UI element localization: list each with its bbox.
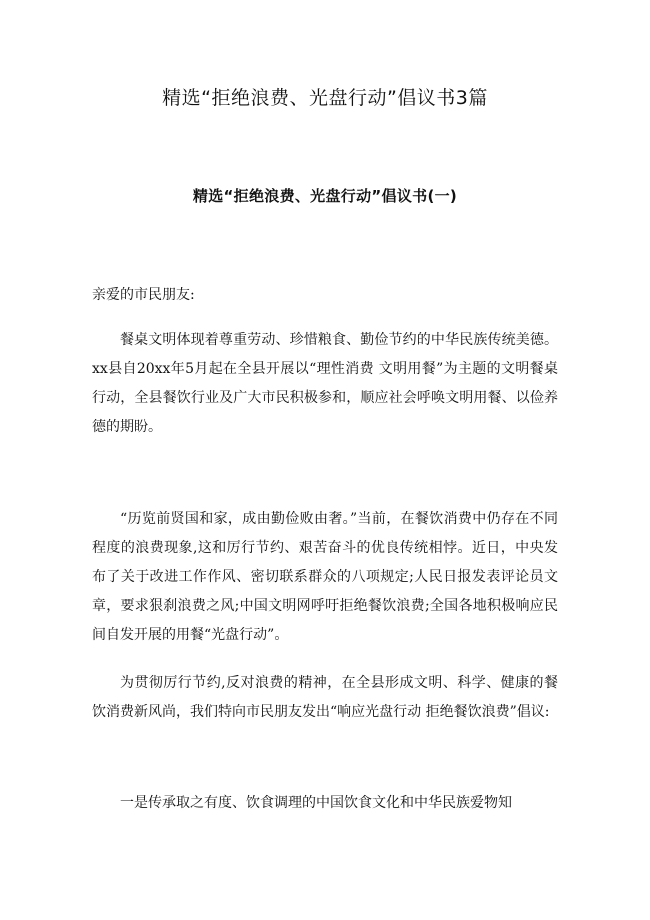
paragraph: 一是传承取之有度、饮食调理的中国饮食文化和中华民族爱物知 [120, 795, 512, 811]
document-title: 精选“拒绝浪费、光盘行动”倡议书3篇 [162, 87, 488, 109]
section-subtitle: 精选“拒绝浪费、光盘行动”倡议书(一) [192, 187, 458, 205]
paragraph: 餐桌文明体现着尊重劳动、珍惜粮食、勤俭节约的中华民族传统美德。xx县自20xx年5月起在全县开展以“理性消费 文明用餐”为主题的文明餐桌行动，全县餐饮行业及广大市民积极参和，顺应社会呼唤文明用餐、以俭养德的期盼。 [92, 332, 558, 435]
paragraph: 为贯彻厉行节约,反对浪费的精神，在全县形成文明、科学、健康的餐饮消费新风尚，我们特向市民朋友发出“响应光盘行动 拒绝餐饮浪费”倡议: [92, 675, 558, 720]
paragraph: “历览前贤国和家，成由勤俭败由奢。”当前，在餐饮消费中仍存在不同程度的浪费现象,这和厉行节约、艰苦奋斗的优良传统相悖。近日，中央发布了关于改进工作作风、密切联系群众的八项规定;人民日报发表评论员文章，要求狠刹浪费之风;中国文明网呼吁拒绝餐饮浪费;全国各地积极响应民间自发开展的用餐“光盘行动”。 [92, 511, 558, 643]
salutation: 亲爱的市民朋友: [92, 287, 195, 303]
